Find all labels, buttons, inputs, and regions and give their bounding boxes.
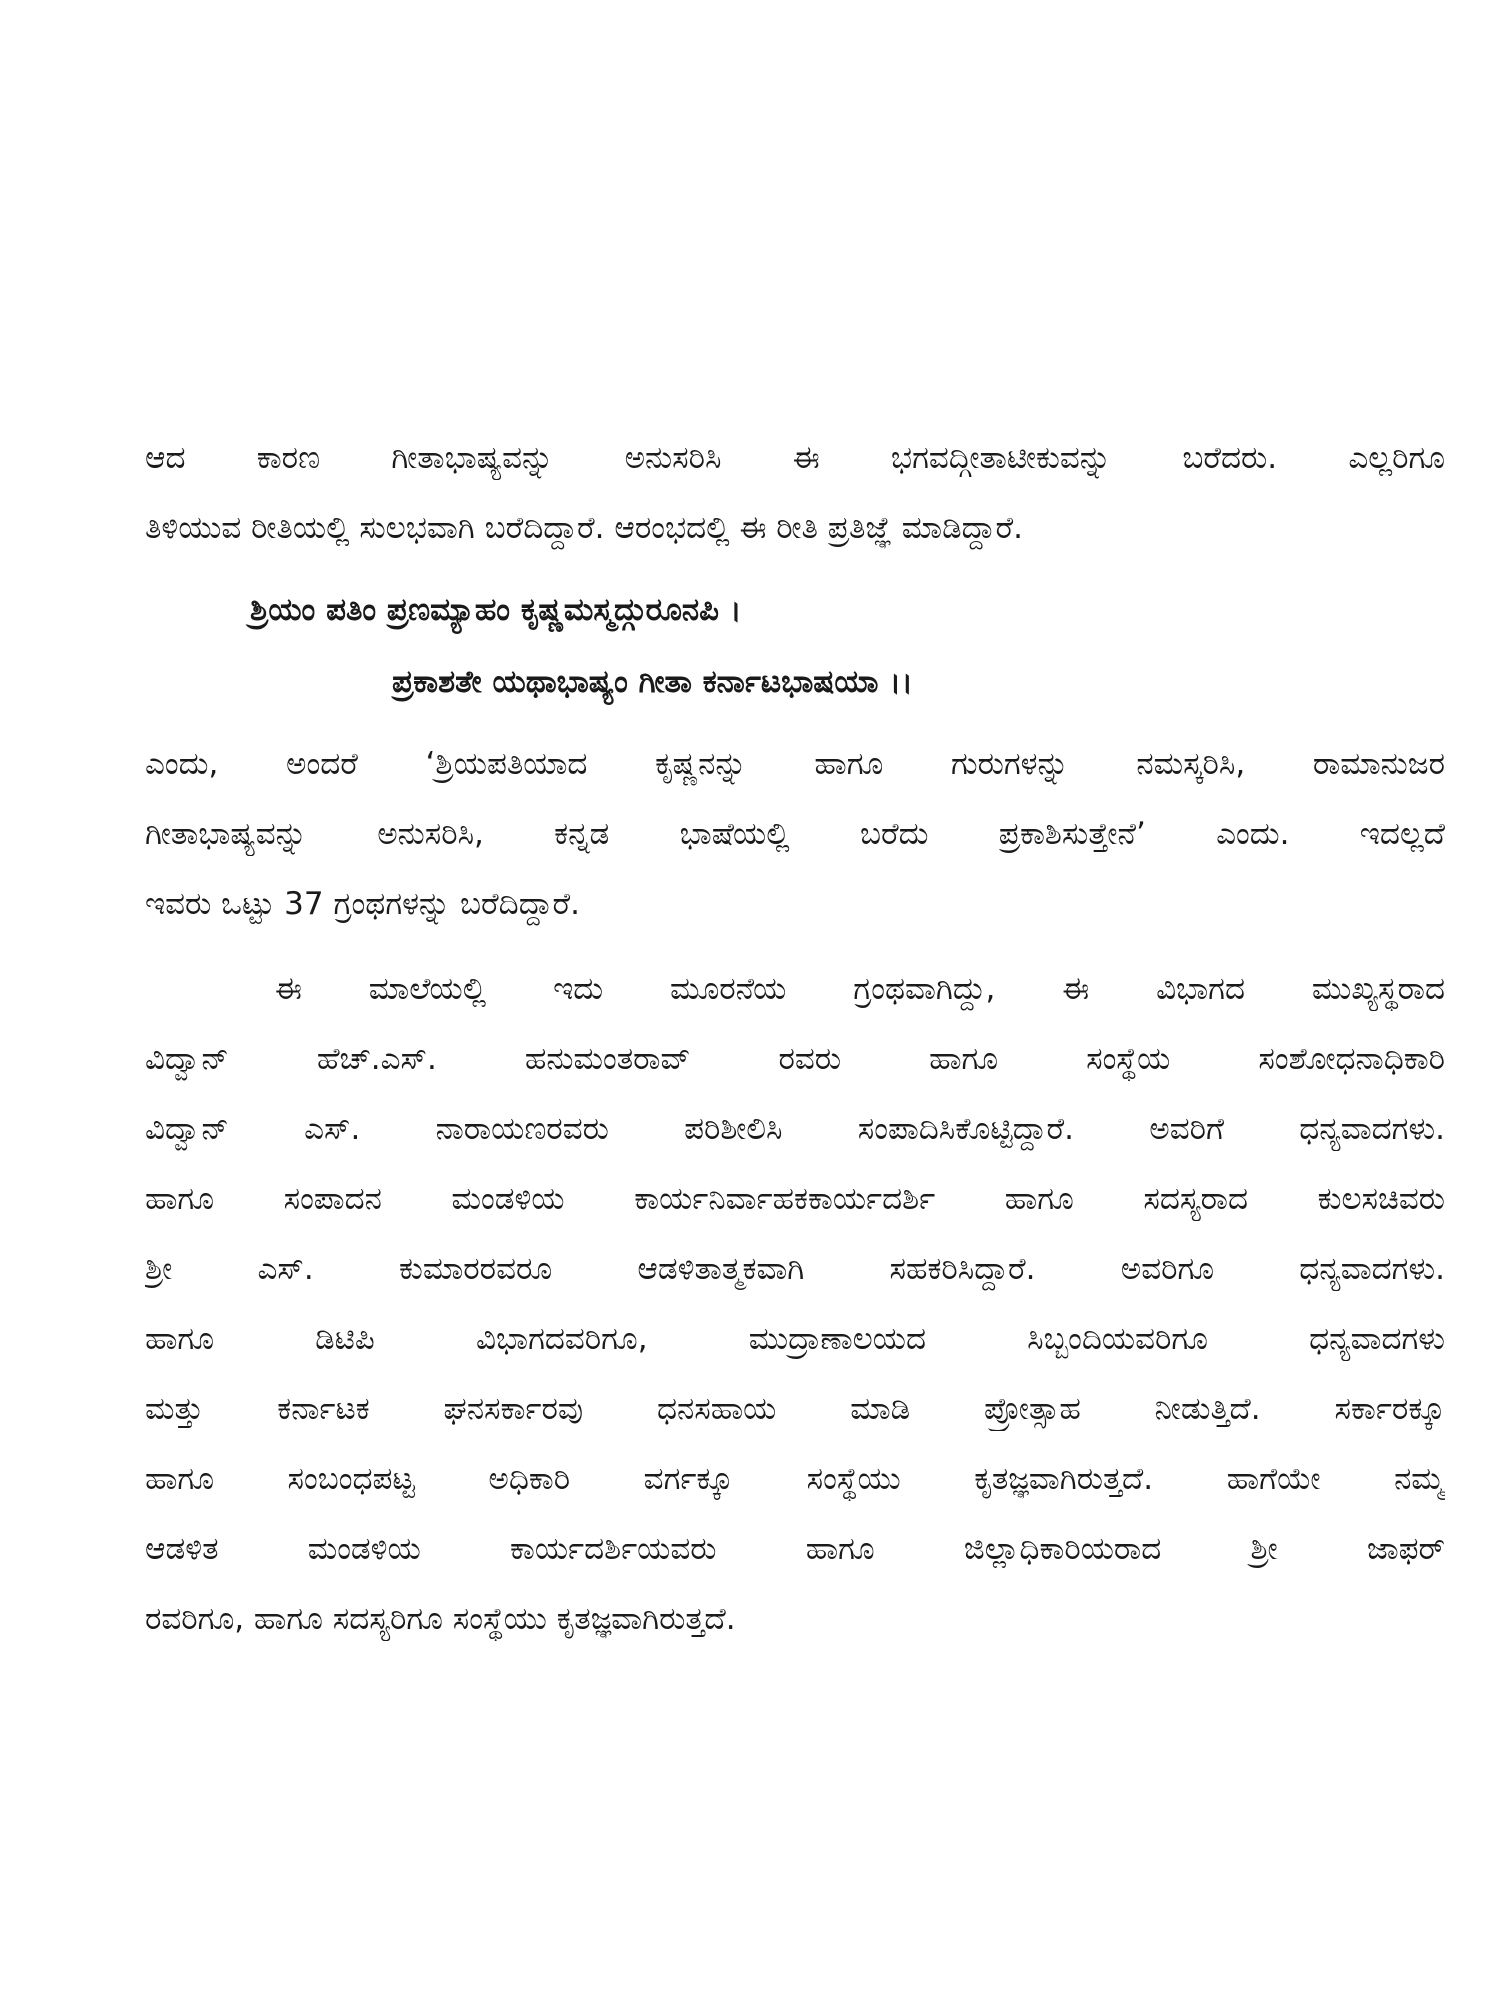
verse-line-2: ಪ್ರಕಾಶತೇ ಯಥಾಭಾಷ್ಯಂ ಗೀತಾ ಕರ್ನಾಟಭಾಷಯಾ ।।	[392, 664, 913, 700]
text-line: ರವರಿಗೂ, ಹಾಗೂ ಸದಸ್ಯರಿಗೂ ಸಂಸ್ಥೆಯು ಕೃತಜ್ಞವಾಗಿರುತ್ತದೆ.	[145, 1601, 736, 1637]
text-line: ತಿಳಿಯುವ ರೀತಿಯಲ್ಲಿ ಸುಲಭವಾಗಿ ಬರೆದಿದ್ದಾರೆ. ಆರಂಭದಲ್ಲಿ ಈ ರೀತಿ ಪ್ರತಿಜ್ಞೆ ಮಾಡಿದ್ದಾರೆ.	[145, 510, 1023, 546]
text-line: ಶ್ರೀ ಎಸ್. ಕುಮಾರರವರೂ ಆಡಳಿತಾತ್ಮಕವಾಗಿ ಸಹಕರಿಸಿದ್ದಾರೆ. ಅವರಿಗೂ ಧನ್ಯವಾದಗಳು.	[145, 1251, 1445, 1287]
verse-line-1: ಶ್ರಿಯಂ ಪತಿಂ ಪ್ರಣಮ್ಯಾಹಂ ಕೃಷ್ಣಮಸ್ಮದ್ಗುರೂನಪಿ ।	[250, 592, 742, 628]
text-line: ಗೀತಾಭಾಷ್ಯವನ್ನು ಅನುಸರಿಸಿ, ಕನ್ನಡ ಭಾಷೆಯಲ್ಲಿ ಬರೆದು ಪ್ರಕಾಶಿಸುತ್ತೇನೆ’ ಎಂದು. ಇದಲ್ಲದೆ	[145, 816, 1445, 852]
text-line: ಹಾಗೂ ಸಂಪಾದನ ಮಂಡಳಿಯ ಕಾರ್ಯನಿರ್ವಾಹಕಕಾರ್ಯದರ್ಶಿ ಹಾಗೂ ಸದಸ್ಯರಾದ ಕುಲಸಚಿವರು	[145, 1181, 1445, 1217]
text-line: ಹಾಗೂ ಡಿಟಿಪಿ ವಿಭಾಗದವರಿಗೂ, ಮುದ್ರಾಣಾಲಯದ ಸಿಬ್ಬಂದಿಯವರಿಗೂ ಧನ್ಯವಾದಗಳು	[145, 1321, 1445, 1357]
text-line: ಹಾಗೂ ಸಂಬಂಧಪಟ್ಟ ಅಧಿಕಾರಿ ವರ್ಗಕ್ಕೂ ಸಂಸ್ಥೆಯು ಕೃತಜ್ಞವಾಗಿರುತ್ತದೆ. ಹಾಗೆಯೇ ನಮ್ಮ	[145, 1461, 1445, 1497]
text-line: ವಿದ್ವಾನ್ ಹೆಚ್.ಎಸ್. ಹನುಮಂತರಾವ್ ರವರು ಹಾಗೂ ಸಂಸ್ಥೆಯ ಸಂಶೋಧನಾಧಿಕಾರಿ	[145, 1041, 1445, 1077]
text-line: ಆದ ಕಾರಣ ಗೀತಾಭಾಷ್ಯವನ್ನು ಅನುಸರಿಸಿ ಈ ಭಗವದ್ಗೀತಾಟೀಕುವನ್ನು ಬರೆದರು. ಎಲ್ಲರಿಗೂ	[145, 440, 1445, 476]
text-line: ಆಡಳಿತ ಮಂಡಳಿಯ ಕಾರ್ಯದರ್ಶಿಯವರು ಹಾಗೂ ಜಿಲ್ಲಾಧಿಕಾರಿಯರಾದ ಶ್ರೀ ಜಾಫರ್	[145, 1531, 1445, 1567]
text-line: ಇವರು ಒಟ್ಟು 37 ಗ್ರಂಥಗಳನ್ನು ಬರೆದಿದ್ದಾರೆ.	[145, 886, 580, 922]
text-line: ಈ ಮಾಲೆಯಲ್ಲಿ ಇದು ಮೂರನೆಯ ಗ್ರಂಥವಾಗಿದ್ದು, ಈ ವಿಭಾಗದ ಮುಖ್ಯಸ್ಥರಾದ	[275, 971, 1445, 1007]
text-line: ಮತ್ತು ಕರ್ನಾಟಕ ಘನಸರ್ಕಾರವು ಧನಸಹಾಯ ಮಾಡಿ ಪ್ರೋತ್ಸಾಹ ನೀಡುತ್ತಿದೆ. ಸರ್ಕಾರಕ್ಕೂ	[145, 1391, 1445, 1427]
text-line: ವಿದ್ವಾನ್ ಎಸ್. ನಾರಾಯಣರವರು ಪರಿಶೀಲಿಸಿ ಸಂಪಾದಿಸಿಕೊಟ್ಟಿದ್ದಾರೆ. ಅವರಿಗೆ ಧನ್ಯವಾದಗಳು.	[145, 1111, 1445, 1147]
text-line: ಎಂದು, ಅಂದರೆ ‘ಶ್ರಿಯಪತಿಯಾದ ಕೃಷ್ಣನನ್ನು ಹಾಗೂ ಗುರುಗಳನ್ನು ನಮಸ್ಕರಿಸಿ, ರಾಮಾನುಜರ	[145, 746, 1445, 782]
